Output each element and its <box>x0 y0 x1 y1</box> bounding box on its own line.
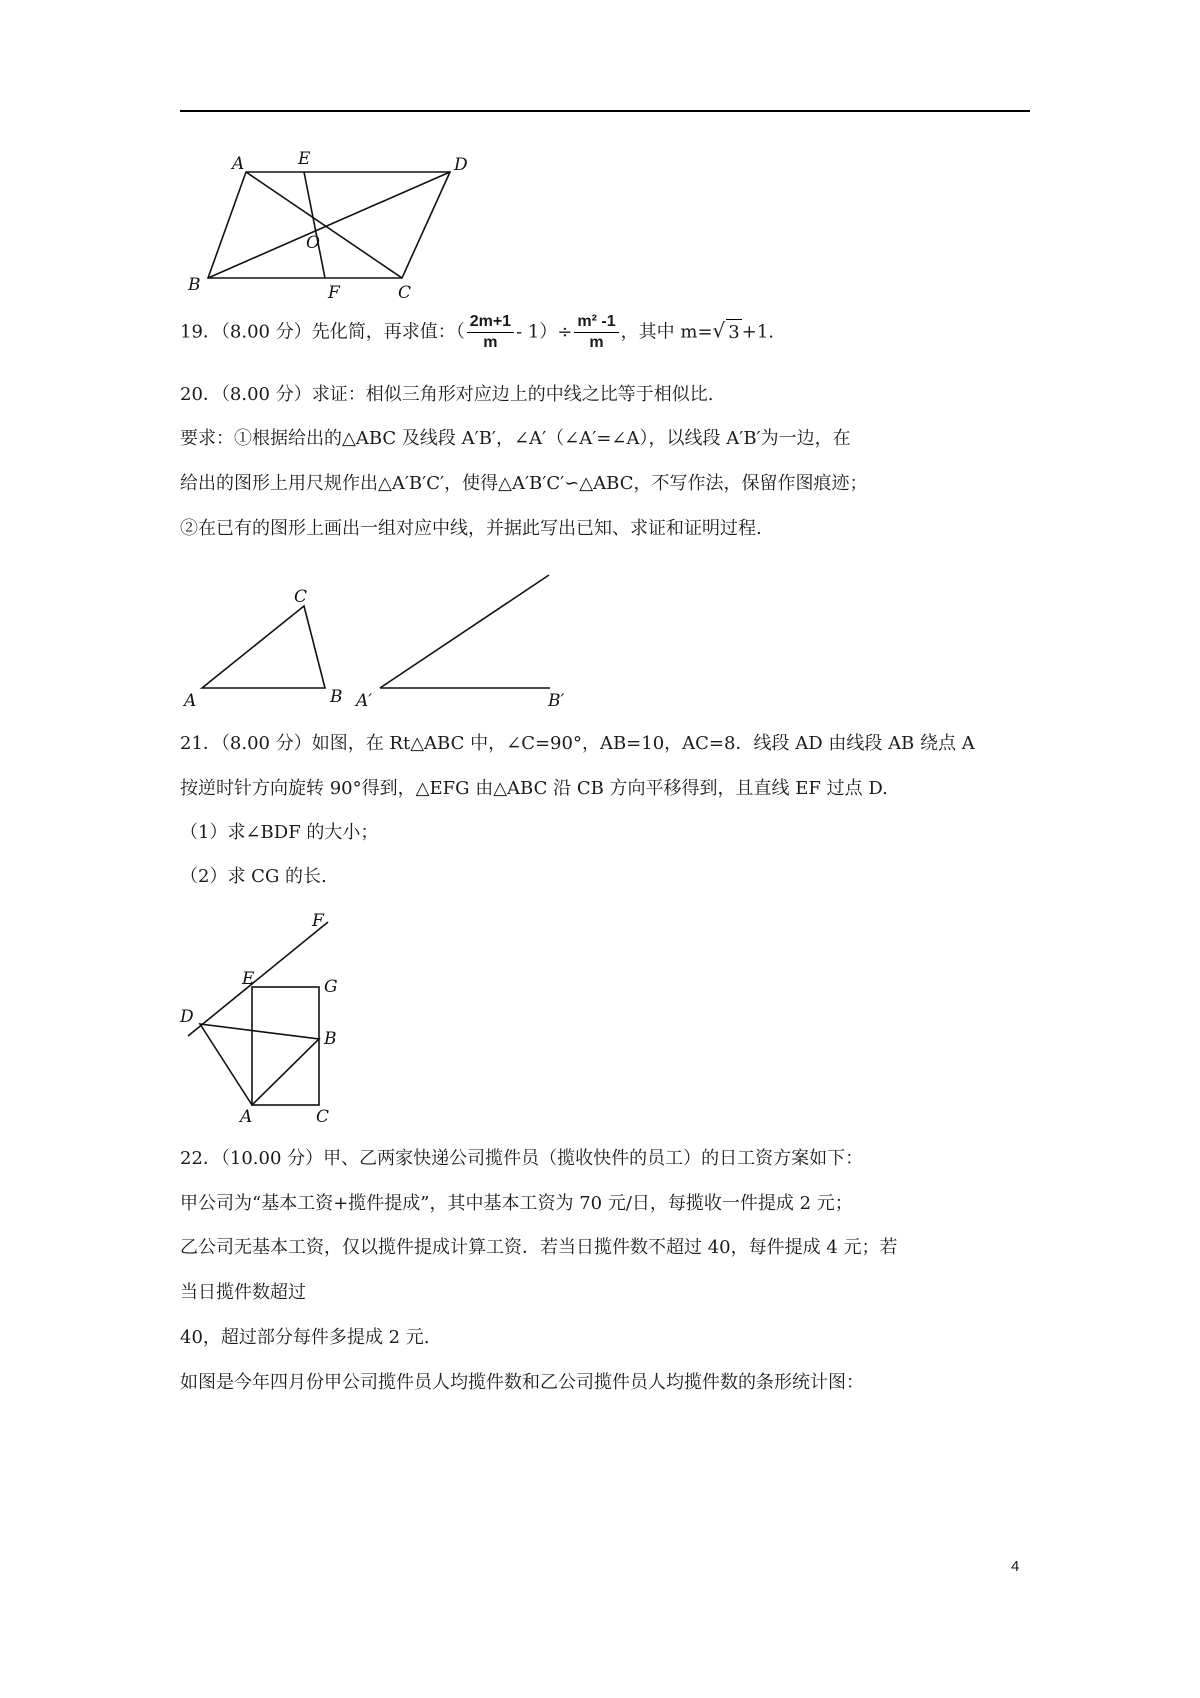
label-O: O <box>306 233 320 253</box>
label-B: B <box>188 275 201 295</box>
label-C: C <box>398 283 412 303</box>
q22-line3: 乙公司无基本工资，仅以揽件提成计算工资．若当日揽件数不超过 40，每件提成 4 元；若 <box>180 1237 898 1258</box>
q21-line1: 21．（8.00 分）如图，在 Rt△ABC 中，∠C=90°，AB=10，AC=8．线段 AD 由线段 AB 绕点 A <box>180 733 975 754</box>
label-A: A <box>184 691 197 711</box>
label-D: D <box>180 1007 194 1027</box>
q22-line2: 甲公司为“基本工资+揽件提成”，其中基本工资为 70 元/日，每揽收一件提成 2 元； <box>180 1193 853 1214</box>
q19-suffix2: +1. <box>741 321 774 343</box>
q22-line4: 当日揽件数超过 <box>180 1282 306 1303</box>
label-B: B <box>330 687 343 707</box>
parallelogram-figure <box>180 149 480 303</box>
label-B: B <box>324 1029 337 1049</box>
label-F: F <box>328 283 340 303</box>
q22-line5: 40，超过部分每件多提成 2 元. <box>180 1327 430 1348</box>
q21-line4: （2）求 CG 的长. <box>180 866 327 887</box>
sqrt-symbol: √ <box>712 318 726 343</box>
label-C: C <box>294 587 308 607</box>
q20-line2: 要求：①根据给出的△ABC 及线段 A′B′，∠A′（∠A′=∠A），以线段 A′B′为一边，在 <box>180 428 851 449</box>
q21-line2: 按逆时针方向旋转 90°得到，△EFG 由△ABC 沿 CB 方向平移得到，且直线 EF 过点 D. <box>180 778 888 799</box>
fraction-1: $\frac{2m+1}{m}$ <box>467 312 514 353</box>
label-F: F <box>312 911 324 931</box>
question-19 <box>180 312 774 353</box>
q20-line4: ②在已有的图形上画出一组对应中线，并据此写出已知、求证和证明过程. <box>180 518 762 539</box>
rotation-translation-figure <box>180 911 380 1127</box>
q20-line1: 20．（8.00 分）求证：相似三角形对应边上的中线之比等于相似比. <box>180 384 714 405</box>
label-A: A <box>232 154 245 174</box>
page-number: 4 <box>1011 1558 1020 1575</box>
q22-line1: 22．（10.00 分）甲、乙两家快递公司揽件员（揽收快件的员工）的日工资方案如下： <box>180 1148 864 1169</box>
fraction-2: $\frac{\text{m² -1}}{m}$ <box>574 312 618 353</box>
label-C: C <box>316 1107 330 1127</box>
q19-suffix: ，其中 m= <box>620 321 713 343</box>
q19-prefix: 19．（8.00 分）先化简，再求值：（ <box>180 321 465 343</box>
label-A: A <box>240 1107 253 1127</box>
label-E: E <box>242 969 255 989</box>
label-G: G <box>324 977 338 997</box>
label-D: D <box>454 155 468 175</box>
label-B-prime: B′ <box>548 691 565 711</box>
label-A-prime: A′ <box>356 691 373 711</box>
triangle-construction-figure <box>180 568 580 711</box>
header-rule <box>180 110 1030 112</box>
q22-line6: 如图是今年四月份甲公司揽件员人均揽件数和乙公司揽件员人均揽件数的条形统计图： <box>180 1372 864 1393</box>
sqrt-radicand: 3 <box>726 319 741 346</box>
q19-mid: - 1）÷ <box>516 321 573 343</box>
q21-line3: （1）求∠BDF 的大小； <box>180 822 379 843</box>
q20-line3: 给出的图形上用尺规作出△A′B′C′，使得△A′B′C′∽△ABC，不写作法，保留作图痕迹； <box>180 473 868 494</box>
label-E: E <box>298 149 311 169</box>
